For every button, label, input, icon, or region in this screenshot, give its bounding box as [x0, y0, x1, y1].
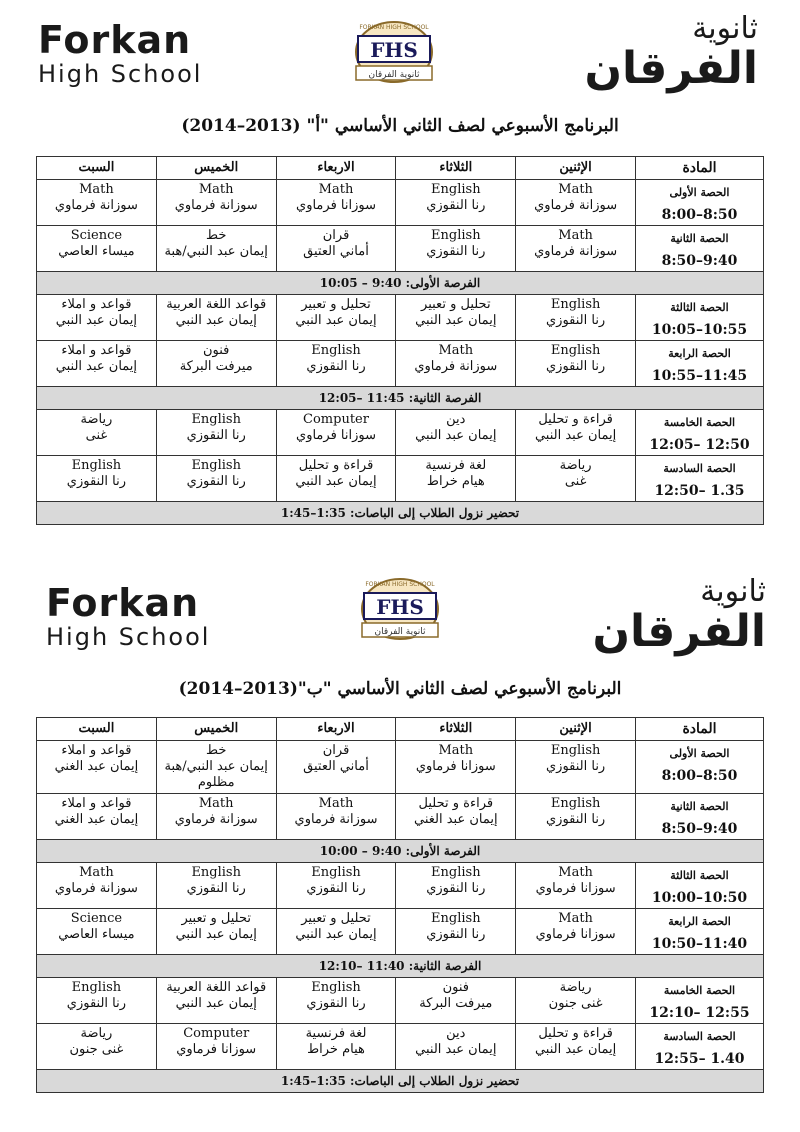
subject-name: Math [79, 865, 114, 880]
teacher-name: سوزانة فرماوي [534, 198, 618, 213]
subject-name: خط [206, 743, 227, 758]
teacher-name: رنا النقوزي [426, 244, 486, 259]
teacher-name: ميرفت البركة [179, 359, 253, 374]
teacher-name: إيمان عبد النبي [175, 313, 257, 328]
break-row [37, 840, 764, 863]
column-header-day: الاربعاء [276, 718, 396, 741]
teacher-name: إيمان عبد النبي [534, 1042, 617, 1057]
table-header-row [37, 718, 764, 741]
lesson-cell [396, 180, 516, 226]
period-cell [636, 863, 764, 909]
school-crest-icon [350, 573, 450, 653]
teacher-name: إيمان عبد النبي [175, 996, 257, 1011]
subject-name: قراءة و تحليل [538, 412, 613, 427]
subject-name: قران [322, 743, 350, 758]
lesson-cell [516, 456, 636, 502]
teacher-name: إيمان عبد الغني [54, 759, 139, 774]
teacher-name: سوزانا فرماوي [415, 759, 496, 774]
lesson-cell [37, 1024, 157, 1070]
lesson-cell [396, 226, 516, 272]
subject-name: قواعد و املاء [61, 343, 132, 358]
teacher-name: سوزانا فرماوي [535, 927, 616, 942]
lesson-cell [37, 180, 157, 226]
teacher-name: سوزانة فرماوي [54, 881, 138, 896]
lesson-cell [516, 295, 636, 341]
period-name: الحصة الرابعة [668, 915, 731, 928]
teacher-name: إيمان عبد الغني [54, 812, 139, 827]
lesson-cell [276, 456, 396, 502]
period-cell [636, 909, 764, 955]
lesson-cell [156, 1024, 276, 1070]
subject-name: English [311, 980, 361, 995]
period-name: الحصة الثانية [670, 232, 729, 245]
period-name: الحصة الثانية [670, 800, 729, 813]
lesson-cell [516, 341, 636, 387]
lesson-cell [156, 180, 276, 226]
subject-name: قران [322, 228, 350, 243]
period-row [37, 741, 764, 794]
teacher-name: سوزانا فرماوي [176, 1042, 257, 1057]
lesson-cell [156, 741, 276, 794]
teacher-name: رنا النقوزي [545, 313, 606, 328]
teacher-name: إيمان عبد النبي [295, 474, 377, 489]
lesson-cell [156, 794, 276, 840]
period-time: 12:05– 12:50 [649, 437, 750, 453]
teacher-name: سوزانة فرماوي [414, 359, 498, 374]
lesson-cell [276, 410, 396, 456]
lesson-cell [37, 909, 157, 955]
lesson-cell [516, 794, 636, 840]
lesson-cell [156, 978, 276, 1024]
subject-name: Science [70, 228, 123, 243]
lesson-cell [156, 410, 276, 456]
lesson-cell [516, 863, 636, 909]
subject-name: Computer [303, 412, 369, 427]
lesson-cell [37, 741, 157, 794]
lesson-cell [276, 180, 396, 226]
period-row [37, 180, 764, 226]
lesson-cell [516, 978, 636, 1024]
teacher-name: رنا النقوزي [66, 996, 127, 1011]
teacher-name: رنا النقوزي [545, 359, 606, 374]
break-label: تحضير نزول الطلاب إلى الباصات: 1:35–1:45 [37, 1070, 764, 1093]
school-logo-english: Forkan High School [38, 18, 203, 88]
subject-name: رياضة [80, 1026, 113, 1041]
teacher-name: سوزانة فرماوي [294, 812, 378, 827]
teacher-name: غنى جنون [69, 1042, 124, 1057]
subject-name: English [311, 343, 361, 358]
teacher-name: إيمان عبد النبي [534, 428, 617, 443]
break-label: الفرصة الأولى: 9:40 – 10:05 [37, 272, 764, 295]
lesson-cell [37, 456, 157, 502]
period-row [37, 410, 764, 456]
subject-name: خط [206, 228, 227, 243]
period-name: الحصة الثالثة [670, 869, 729, 882]
period-row [37, 295, 764, 341]
period-name: الحصة الخامسة [663, 984, 736, 997]
lesson-cell [516, 1024, 636, 1070]
subject-name: رياضة [80, 412, 113, 427]
teacher-name: رنا النقوزي [426, 198, 486, 213]
subject-name: قراءة و تحليل [538, 1026, 613, 1041]
teacher-name: ميساء العاصي [58, 927, 135, 942]
subject-name: تحليل و تعبير [421, 297, 491, 312]
lesson-cell [37, 295, 157, 341]
lesson-cell [156, 341, 276, 387]
lesson-cell [276, 295, 396, 341]
subject-name: دين [446, 412, 466, 427]
subject-name: قراءة و تحليل [298, 458, 374, 473]
lesson-cell [516, 226, 636, 272]
subject-name: لغة فرنسية [305, 1026, 367, 1041]
column-header-day: السبت [37, 718, 157, 741]
subject-name: دين [446, 1026, 466, 1041]
column-header-subject: المادة [636, 157, 764, 180]
subject-name: Math [318, 796, 354, 811]
teacher-name: سوزانة فرماوي [534, 244, 618, 259]
lesson-cell [37, 863, 157, 909]
subject-name: رياضة [559, 980, 592, 995]
subject-name: English [71, 458, 122, 473]
subject-name: English [431, 182, 481, 197]
lesson-cell [156, 295, 276, 341]
teacher-name: إيمان عبد النبي [295, 313, 377, 328]
lesson-cell [276, 741, 396, 794]
period-cell [636, 741, 764, 794]
period-name: الحصة السادسة [663, 1030, 736, 1043]
period-cell [636, 226, 764, 272]
period-name: الحصة الأولى [669, 186, 730, 199]
subject-name: English [431, 865, 481, 880]
period-time: 12:50– 1.35 [654, 483, 745, 499]
subject-name: قواعد و املاء [61, 297, 132, 312]
teacher-name: إيمان عبد النبي [415, 313, 497, 328]
period-row [37, 226, 764, 272]
teacher-name: رنا النقوزي [426, 927, 486, 942]
subject-name: English [191, 865, 241, 880]
period-cell [636, 410, 764, 456]
teacher-name: رنا النقوزي [545, 759, 606, 774]
teacher-name: رنا النقوزي [186, 881, 246, 896]
schedule-table [36, 156, 764, 525]
teacher-name: إيمان عبد النبي/هبة [164, 244, 268, 259]
lesson-cell [396, 1024, 516, 1070]
svg-text:FORKAN HIGH SCHOOL: FORKAN HIGH SCHOOL [359, 24, 429, 31]
subject-name: Math [438, 343, 474, 358]
lesson-cell [396, 341, 516, 387]
subject-name: English [550, 796, 601, 811]
teacher-name: أماني العتيق [303, 244, 369, 259]
column-header-day: الإثنين [516, 157, 636, 180]
break-row [37, 272, 764, 295]
teacher-name: إيمان عبد النبي [175, 927, 257, 942]
break-row [37, 502, 764, 525]
period-time: 8:50–9:40 [661, 821, 738, 837]
teacher-name: إيمان عبد الغني [413, 812, 498, 827]
break-row [37, 1070, 764, 1093]
subject-name: Science [70, 911, 123, 926]
teacher-name: سوزانة فرماوي [174, 812, 258, 827]
school-logo-arabic: ثانوية الفرقان [584, 11, 758, 94]
schedule-table [36, 717, 764, 1093]
period-cell [636, 456, 764, 502]
teacher-name: أماني العتيق [303, 759, 369, 774]
period-name: الحصة الأولى [669, 747, 730, 760]
lesson-cell [156, 456, 276, 502]
subject-name: فنون [442, 980, 469, 995]
subject-name: Math [198, 182, 234, 197]
subject-name: تحليل و تعبير [181, 911, 251, 926]
subject-name: قواعد اللغة العربية [166, 980, 267, 995]
column-header-day: الإثنين [516, 718, 636, 741]
subject-name: English [431, 911, 481, 926]
period-time: 12:55– 1.40 [654, 1051, 745, 1067]
lesson-cell [276, 1024, 396, 1070]
lesson-cell [37, 794, 157, 840]
teacher-name: إيمان عبد النبي [55, 313, 138, 328]
lesson-cell [396, 978, 516, 1024]
lesson-cell [396, 295, 516, 341]
period-row [37, 909, 764, 955]
period-cell [636, 794, 764, 840]
teacher-name: ميساء العاصي [58, 244, 135, 259]
lesson-cell [276, 794, 396, 840]
period-row [37, 341, 764, 387]
column-header-day: الخميس [156, 718, 276, 741]
column-header-day: الخميس [156, 157, 276, 180]
lesson-cell [156, 863, 276, 909]
break-label: الفرصة الثانية: 11:45 –12:05 [37, 387, 764, 410]
table-header-row [37, 157, 764, 180]
period-time: 8:50–9:40 [661, 253, 738, 269]
teacher-name: سوزانا فرماوي [535, 881, 616, 896]
subject-name: English [550, 743, 601, 758]
period-cell [636, 1024, 764, 1070]
subject-name: تحليل و تعبير [301, 911, 371, 926]
teacher-name: غنى [564, 474, 587, 489]
period-row [37, 794, 764, 840]
svg-text:ثانوية الفرقان: ثانوية الفرقان [368, 70, 420, 80]
subject-name: تحليل و تعبير [301, 297, 371, 312]
lesson-cell [276, 226, 396, 272]
period-name: الحصة السادسة [663, 462, 736, 475]
break-label: الفرصة الثانية: 11:40 –12:10 [37, 955, 764, 978]
school-logo-arabic: ثانوية الفرقان [592, 574, 766, 657]
column-header-day: الثلاثاء [396, 157, 516, 180]
lesson-cell [276, 863, 396, 909]
period-time: 10:55–11:45 [651, 368, 748, 384]
teacher-name: رنا النقوزي [66, 474, 127, 489]
subject-name: قراءة و تحليل [418, 796, 494, 811]
lesson-cell [516, 410, 636, 456]
teacher-name: سوزانا فرماوي [296, 428, 376, 443]
break-row [37, 955, 764, 978]
subject-name: English [550, 343, 601, 358]
subject-name: English [191, 412, 241, 427]
teacher-name: هيام خراط [307, 1042, 365, 1057]
lesson-cell [276, 341, 396, 387]
lesson-cell [396, 794, 516, 840]
school-logo-english: Forkan High School [46, 581, 211, 651]
lesson-cell [516, 741, 636, 794]
teacher-name: رنا النقوزي [306, 996, 366, 1011]
subject-name: قواعد و املاء [61, 796, 132, 811]
subject-name: Math [558, 865, 593, 880]
teacher-name: ميرفت البركة [419, 996, 493, 1011]
teacher-name: إيمان عبد النبي [415, 1042, 497, 1057]
period-row [37, 1024, 764, 1070]
column-header-day: السبت [37, 157, 157, 180]
teacher-name: إيمان عبد النبي [55, 359, 138, 374]
teacher-name: غنى [85, 428, 108, 443]
subject-name: English [311, 865, 361, 880]
period-time: 10:05–10:55 [651, 322, 748, 338]
lesson-cell [37, 226, 157, 272]
teacher-name: رنا النقوزي [426, 881, 486, 896]
lesson-cell [396, 909, 516, 955]
period-time: 10:50–11:40 [651, 936, 748, 952]
teacher-name: سوزانة فرماوي [54, 198, 138, 213]
break-label: تحضير نزول الطلاب إلى الباصات: 1:35–1:45 [37, 502, 764, 525]
column-header-day: الثلاثاء [396, 718, 516, 741]
teacher-name: إيمان عبد النبي/هبة مظلوم [164, 759, 268, 790]
column-header-day: الاربعاء [276, 157, 396, 180]
period-cell [636, 341, 764, 387]
svg-text:FORKAN HIGH SCHOOL: FORKAN HIGH SCHOOL [365, 581, 435, 588]
subject-name: قواعد و املاء [61, 743, 132, 758]
lesson-cell [396, 456, 516, 502]
column-header-subject: المادة [636, 718, 764, 741]
period-cell [636, 978, 764, 1024]
lesson-cell [37, 978, 157, 1024]
period-cell [636, 295, 764, 341]
lesson-cell [37, 410, 157, 456]
teacher-name: غنى جنون [548, 996, 603, 1011]
subject-name: فنون [203, 343, 230, 358]
lesson-cell [516, 180, 636, 226]
subject-name: قواعد اللغة العربية [166, 297, 267, 312]
lesson-cell [396, 863, 516, 909]
subject-name: لغة فرنسية [425, 458, 487, 473]
period-time: 12:10– 12:55 [649, 1005, 750, 1021]
period-row [37, 978, 764, 1024]
period-name: الحصة الرابعة [668, 347, 731, 360]
svg-text:FHS: FHS [370, 38, 418, 62]
subject-name: Math [558, 182, 593, 197]
lesson-cell [396, 410, 516, 456]
teacher-name: رنا النقوزي [545, 812, 606, 827]
schedule-title: البرنامج الأسبوعي لصف الثاني الأساسي "ب"(2013–2014) [178, 679, 622, 699]
period-time: 10:00–10:50 [651, 890, 748, 906]
subject-name: Math [318, 182, 354, 197]
subject-name: رياضة [559, 458, 592, 473]
period-cell [636, 180, 764, 226]
svg-text:FHS: FHS [376, 595, 424, 619]
period-name: الحصة الثالثة [670, 301, 729, 314]
subject-name: Computer [183, 1026, 250, 1041]
subject-name: English [431, 228, 481, 243]
lesson-cell [156, 909, 276, 955]
teacher-name: سوزانة فرماوي [174, 198, 258, 213]
subject-name: Math [438, 743, 474, 758]
teacher-name: رنا النقوزي [186, 474, 246, 489]
teacher-name: رنا النقوزي [306, 359, 366, 374]
break-label: الفرصة الأولى: 9:40 – 10:00 [37, 840, 764, 863]
subject-name: Math [79, 182, 114, 197]
subject-name: Math [558, 911, 593, 926]
subject-name: English [71, 980, 122, 995]
svg-text:ثانوية الفرقان: ثانوية الفرقان [374, 627, 426, 637]
teacher-name: رنا النقوزي [186, 428, 246, 443]
teacher-name: إيمان عبد النبي [415, 428, 497, 443]
teacher-name: هيام خراط [426, 474, 485, 489]
subject-name: English [191, 458, 241, 473]
lesson-cell [396, 741, 516, 794]
teacher-name: رنا النقوزي [306, 881, 366, 896]
lesson-cell [37, 341, 157, 387]
period-name: الحصة الخامسة [663, 416, 736, 429]
subject-name: Math [558, 228, 593, 243]
lesson-cell [516, 909, 636, 955]
teacher-name: سوزانا فرماوي [296, 198, 376, 213]
school-crest-icon [344, 16, 444, 96]
lesson-cell [276, 909, 396, 955]
period-row [37, 863, 764, 909]
subject-name: Math [198, 796, 234, 811]
subject-name: English [550, 297, 601, 312]
schedule-title: البرنامج الأسبوعي لصف الثاني الأساسي "أ" (2013–2014) [181, 116, 619, 136]
period-time: 8:00–8:50 [661, 768, 738, 784]
teacher-name: إيمان عبد النبي [295, 927, 377, 942]
lesson-cell [276, 978, 396, 1024]
period-time: 8:00–8:50 [661, 207, 738, 223]
lesson-cell [156, 226, 276, 272]
break-row [37, 387, 764, 410]
period-row [37, 456, 764, 502]
